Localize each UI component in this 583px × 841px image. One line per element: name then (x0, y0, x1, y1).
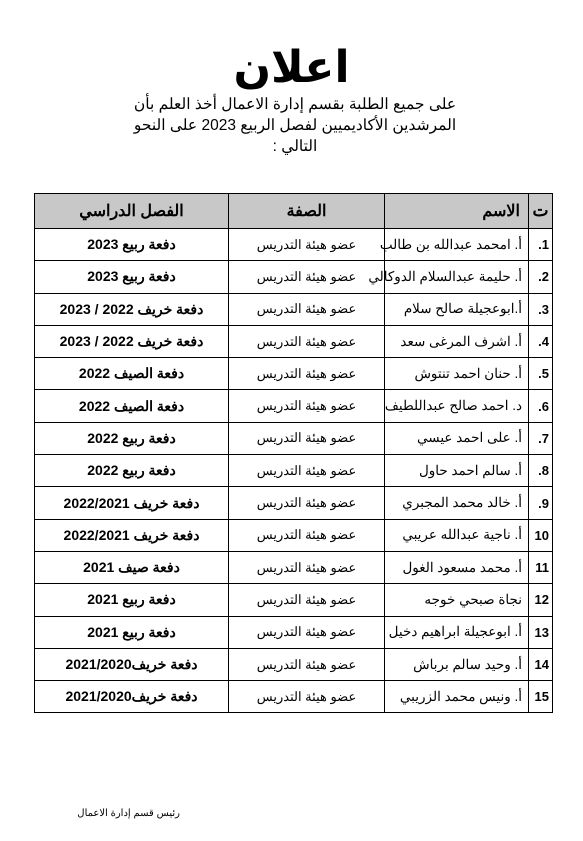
row-semester: دفعة ربيع 2021 (35, 616, 229, 648)
row-semester: دفعة الصيف 2022 (35, 358, 229, 390)
row-num: 4. (529, 325, 553, 357)
row-num: 7. (529, 422, 553, 454)
row-role: عضو هيئة التدريس (229, 422, 385, 454)
row-role: عضو هيئة التدريس (229, 551, 385, 583)
row-name: أ.ابوعجيلة صالح سلام (385, 293, 529, 325)
row-name: أ. على احمد عيسي (385, 422, 529, 454)
row-num: 10 (529, 519, 553, 551)
row-semester: دفعة خريف 2022 / 2023 (35, 293, 229, 325)
row-role: عضو هيئة التدريس (229, 455, 385, 487)
table-row (35, 551, 553, 583)
table-row (35, 487, 553, 519)
row-name: أ. ابوعجيلة ابراهيم دخيل (385, 616, 529, 648)
row-semester: دفعة ربيع 2023 (35, 229, 229, 261)
row-name: أ. محمد مسعود الغول (385, 551, 529, 583)
table-row (35, 455, 553, 487)
row-role: عضو هيئة التدريس (229, 390, 385, 422)
row-num: 5. (529, 358, 553, 390)
row-num: 3. (529, 293, 553, 325)
table-row (35, 422, 553, 454)
table-header-row (35, 194, 553, 229)
row-name: أ. حنان احمد تنتوش (385, 358, 529, 390)
header-name: الاسم (385, 194, 529, 229)
table-row (35, 519, 553, 551)
row-role: عضو هيئة التدريس (229, 648, 385, 680)
row-semester: دفعة خريف2021/2020 (35, 681, 229, 713)
row-role: عضو هيئة التدريس (229, 229, 385, 261)
row-semester: دفعة خريف 2022/2021 (35, 519, 229, 551)
row-name: د. احمد صالح عبداللطيف (385, 390, 529, 422)
table-row (35, 261, 553, 293)
row-role: عضو هيئة التدريس (229, 261, 385, 293)
row-role: عضو هيئة التدريس (229, 616, 385, 648)
table-row (35, 584, 553, 616)
row-num: 14 (529, 648, 553, 680)
row-num: 2. (529, 261, 553, 293)
row-num: 15 (529, 681, 553, 713)
row-role: عضو هيئة التدريس (229, 681, 385, 713)
header-semester: الفصل الدراسي (35, 194, 229, 229)
table-row (35, 229, 553, 261)
row-name: أ. اشرف المرغى سعد (385, 325, 529, 357)
row-semester: دفعة صيف 2021 (35, 551, 229, 583)
row-name: أ. ناجية عبدالله عريبي (385, 519, 529, 551)
row-semester: دفعة الصيف 2022 (35, 390, 229, 422)
intro-line-3: التالي : (272, 138, 318, 155)
row-semester: دفعة ربيع 2022 (35, 422, 229, 454)
row-semester: دفعة خريف 2022 / 2023 (35, 325, 229, 357)
row-semester: دفعة ربيع 2022 (35, 455, 229, 487)
table-row (35, 358, 553, 390)
table-row (35, 648, 553, 680)
table-row (35, 325, 553, 357)
row-name: أ. خالد محمد المجبري (385, 487, 529, 519)
table-row (35, 390, 553, 422)
row-name: أ. امحمد عبدالله بن طالب (385, 229, 529, 261)
page-title: اعلان (233, 42, 350, 93)
row-num: 11 (529, 551, 553, 583)
row-semester: دفعة خريف 2022/2021 (35, 487, 229, 519)
row-num: 1. (529, 229, 553, 261)
row-num: 8. (529, 455, 553, 487)
row-role: عضو هيئة التدريس (229, 584, 385, 616)
row-num: 12 (529, 584, 553, 616)
advisors-table (34, 193, 553, 713)
row-name: نجاة صبحي خوجه (385, 584, 529, 616)
intro-line-1: على جميع الطلبة بقسم إدارة الاعمال أخذ العلم بأن (133, 96, 457, 113)
table-row (35, 293, 553, 325)
row-num: 6. (529, 390, 553, 422)
row-num: 13 (529, 616, 553, 648)
table-row (35, 616, 553, 648)
row-name: أ. وحيد سالم برباش (385, 648, 529, 680)
row-role: عضو هيئة التدريس (229, 358, 385, 390)
row-name: أ. ونيس محمد الزريبي (385, 681, 529, 713)
row-role: عضو هيئة التدريس (229, 293, 385, 325)
intro-line-2: المرشدين الأكاديميين لفصل الربيع 2023 على النحو (133, 117, 457, 134)
row-role: عضو هيئة التدريس (229, 325, 385, 357)
row-role: عضو هيئة التدريس (229, 519, 385, 551)
table-row (35, 681, 553, 713)
row-semester: دفعة خريف2021/2020 (35, 648, 229, 680)
row-name: أ. حليمة عبدالسلام الدوكالي (385, 261, 529, 293)
header-num: ت (529, 194, 553, 229)
row-num: 9. (529, 487, 553, 519)
intro-text (60, 94, 530, 157)
row-semester: دفعة ربيع 2023 (35, 261, 229, 293)
row-name: أ. سالم احمد حاول (385, 455, 529, 487)
row-semester: دفعة ربيع 2021 (35, 584, 229, 616)
header-role: الصفة (229, 194, 385, 229)
row-role: عضو هيئة التدريس (229, 487, 385, 519)
footer-signature: رئيس قسم إدارة الاعمال (77, 808, 180, 819)
